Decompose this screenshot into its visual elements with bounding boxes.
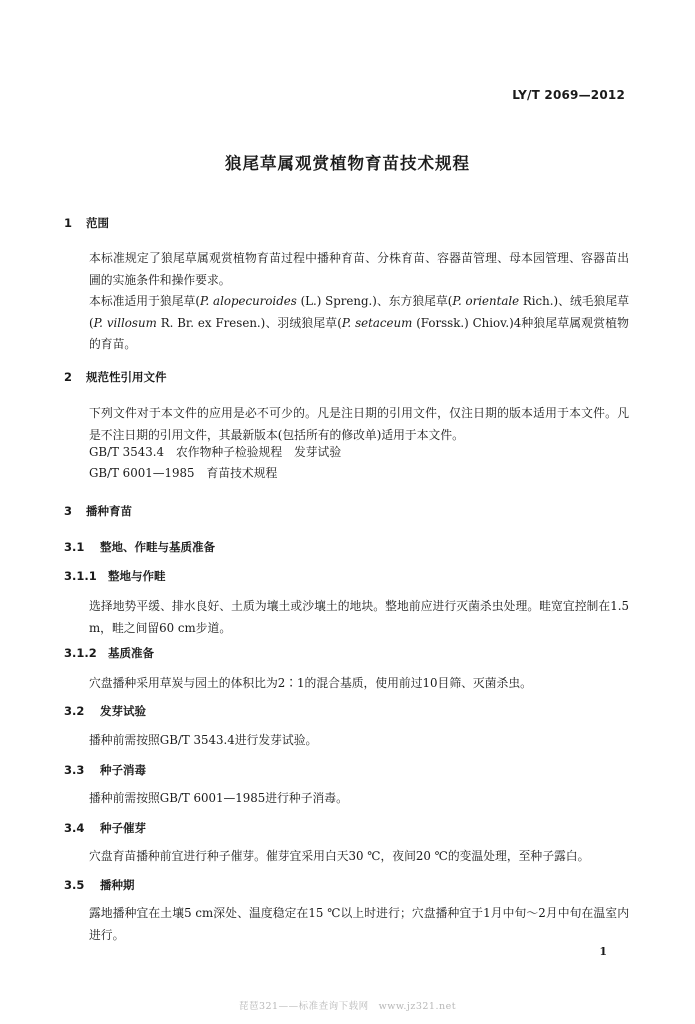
reference-1: GB/T 3543.4 农作物种子检验规程 发芽试验	[89, 445, 342, 459]
section-1-paragraph-2: 本标准适用于狼尾草(P. alopecuroides (L.) Spreng.)、东方狼尾草(P. orientale Rich.)、绒毛狼尾草(P. villosum R. Br. ex Fresen.)、羽绒狼尾草(P. setaceum (Forssk.) Chiov.)4种狼尾草属观赏植物的育苗。	[89, 294, 630, 351]
standard-code: LY/T 2069—2012	[512, 88, 625, 102]
page-title: 狼尾草属观赏植物育苗技术规程	[225, 154, 470, 173]
section-3-2-paragraph: 播种前需按照GB/T 3543.4进行发芽试验。	[89, 733, 318, 747]
section-3-4-heading: 3.4 种子催芽	[64, 821, 146, 835]
section-3-heading: 3 播种育苗	[64, 504, 132, 518]
section-3-1-2-paragraph: 穴盘播种采用草炭与园土的体积比为2∶1的混合基质，使用前过10目筛、灭菌杀虫。	[89, 676, 532, 690]
section-3-4-paragraph: 穴盘育苗播种前宜进行种子催芽。催芽宜采用白天30 ℃，夜间20 ℃的变温处理，至种子露白。	[89, 849, 590, 863]
section-3-1-2-heading: 3.1.2 基质准备	[64, 646, 154, 660]
section-2-paragraph: 下列文件对于本文件的应用是必不可少的。凡是注日期的引用文件，仅注日期的版本适用于本文件。凡是不注日期的引用文件，其最新版本(包括所有的修改单)适用于本文件。	[89, 406, 629, 442]
page-number: 1	[599, 945, 607, 958]
section-3-5-heading: 3.5 播种期	[64, 878, 135, 892]
section-1-paragraph-1: 本标准规定了狼尾草属观赏植物育苗过程中播种育苗、分株育苗、容器苗管理、母本园管理、容器苗出圃的实施条件和操作要求。	[89, 251, 629, 287]
section-3-3-heading: 3.3 种子消毒	[64, 763, 146, 777]
section-3-2-heading: 3.2 发芽试验	[64, 704, 146, 718]
reference-2: GB/T 6001—1985 育苗技术规程	[89, 466, 278, 480]
section-1-heading: 1 范围	[64, 216, 109, 230]
section-3-3-paragraph: 播种前需按照GB/T 6001—1985进行种子消毒。	[89, 791, 348, 805]
section-3-1-1-heading: 3.1.1 整地与作畦	[64, 569, 166, 583]
section-3-1-1-paragraph: 选择地势平缓、排水良好、土质为壤土或沙壤土的地块。整地前应进行灭菌杀虫处理。畦宽宜控制在1.5 m，畦之间留60 cm步道。	[89, 599, 629, 635]
footer-watermark: 琵琶321——标准查询下载网 www.jz321.net	[238, 1001, 457, 1012]
section-3-5-paragraph: 露地播种宜在土壤5 cm深处、温度稳定在15 ℃以上时进行；穴盘播种宜于1月中旬～2月中旬在温室内进行。	[89, 906, 629, 942]
section-2-heading: 2 规范性引用文件	[64, 370, 167, 384]
section-3-1-heading: 3.1 整地、作畦与基质准备	[64, 540, 215, 554]
